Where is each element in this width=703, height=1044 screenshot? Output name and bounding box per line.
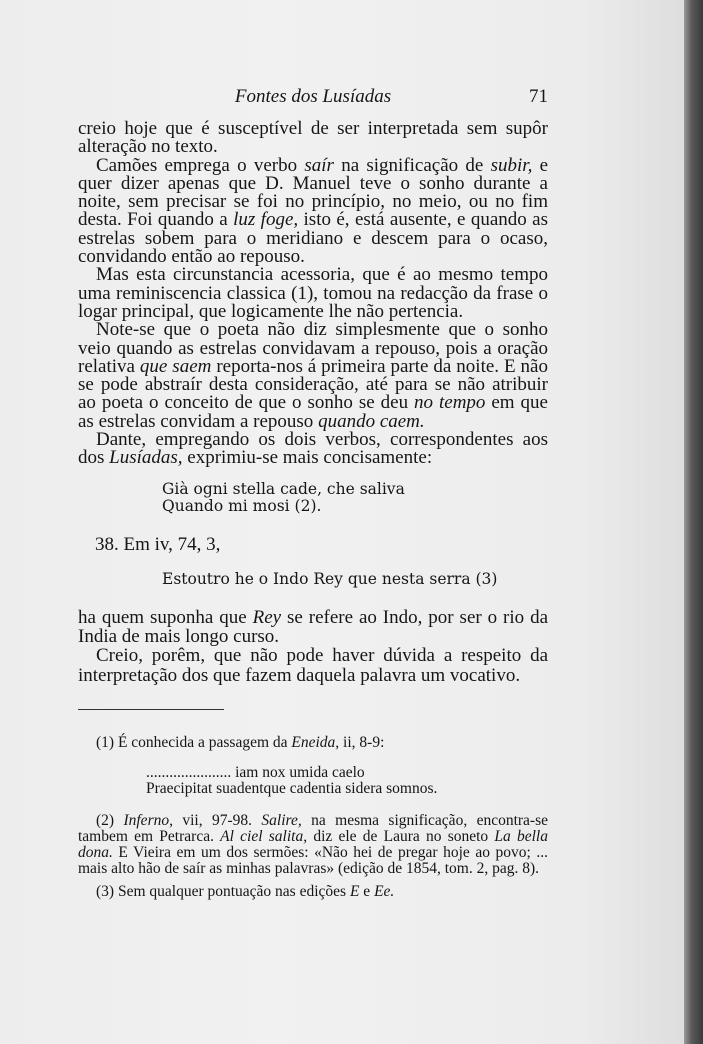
quote-line: ...................... iam nox umida caelo: [146, 764, 365, 781]
section-text: [78, 608, 548, 685]
page-number: 71: [529, 86, 548, 107]
quote-line: Già ogni stella cade, che saliva: [162, 480, 405, 498]
italic-term: luz foge,: [233, 209, 299, 231]
text-run: Note-se que o poeta não diz simplesmente que o sonho veio quando as estrelas convidavam a repouso, pois a oração relativa: [78, 319, 548, 377]
italic-term: que saem: [139, 355, 212, 377]
page-edge: [684, 0, 703, 1044]
main-text: [78, 120, 548, 468]
page-header: [78, 86, 548, 108]
footnote-2: [78, 813, 548, 877]
italic-term: Eneida,: [291, 734, 340, 751]
italic-term: La bella dona.: [78, 828, 548, 861]
italic-term: subir,: [490, 154, 533, 176]
text-run: e quer dizer apenas que D. Manuel teve o sonho durante a noite, sem precisar se foi no princípio, no meio, ou no fim desta. Foi quando a: [78, 154, 549, 231]
quote-line: Quando mi mosi (2).: [162, 496, 322, 515]
paragraph-5: [78, 431, 548, 468]
text-run: na mesma significação, encontra-se tambem em Petrarca.: [78, 812, 549, 845]
footnote-1: [78, 735, 548, 751]
text-run: na significação de: [333, 154, 491, 176]
italic-term: Inferno,: [123, 812, 173, 829]
text-run: (3) Sem qualquer pontuação nas edições: [96, 883, 350, 900]
text-run: ii, 8-9:: [339, 734, 385, 751]
paragraph-1: creio hoje que é susceptível de ser interpretada sem supôr alteração no texto.: [78, 118, 548, 158]
italic-term: no tempo: [414, 392, 486, 414]
lusiadas-quote: Estoutro he o Indo Rey que nesta serra (3): [162, 570, 498, 588]
text-run: em que as estrelas convidam a repouso: [78, 392, 548, 432]
paragraph-4: [78, 321, 548, 431]
footnote-3: [78, 884, 548, 900]
section-heading: 38. Em iv, 74, 3,: [95, 534, 221, 555]
quote-line: Praecipitat suadentque cadentia sidera somnos.: [146, 779, 438, 797]
text-run: Camões emprega o verbo: [96, 154, 305, 176]
italic-term: Lusíadas,: [109, 447, 183, 469]
italic-term: E: [349, 883, 360, 900]
italic-term: Rey: [252, 607, 282, 628]
text-run: diz ele de Laura no soneto: [307, 828, 495, 845]
text-run: reporta-nos á primeira parte da noite. E não se pode abstraír desta consideração, até para se não atribuir ao poeta o conceito de que o sonho se deu: [78, 355, 548, 414]
italic-term: Salire,: [261, 812, 302, 829]
running-title: Fontes dos Lusíadas: [234, 86, 392, 107]
text-run: E Vieira em um dos sermões: «Não hei de pregar hoje ao povo; ... mais alto hão de saír as minhas palavras» (edição de 1854, tom. 2, pag. 8).: [78, 844, 548, 877]
footnote-rule: [78, 709, 224, 710]
italic-term: quando caem.: [318, 410, 425, 432]
text-run: exprimiu-se mais concisamente:: [182, 447, 433, 469]
italic-term: saír: [304, 154, 334, 176]
text-run: se refere ao Indo, por ser o rio da India de mais longo curso.: [78, 607, 549, 648]
text-run: vii, 97-98.: [172, 812, 262, 829]
text-run: e: [359, 883, 375, 900]
text-run: Dante, empregando os dois verbos, correspondentes aos dos: [78, 429, 548, 469]
paragraph-6: [78, 608, 548, 646]
italic-term: Al ciel salita,: [220, 828, 308, 845]
paragraph-2: [78, 154, 549, 268]
text-run: ha quem suponha que: [78, 607, 253, 628]
dante-quote: [162, 481, 405, 514]
footnote-1-quote: [146, 765, 437, 796]
italic-term: Ee.: [374, 883, 395, 900]
text-run: (2): [96, 812, 124, 829]
text-run: (1) É conhecida a passagem da: [96, 734, 292, 751]
paragraph-3: Mas esta circunstancia acessoria, que é ao mesmo tempo uma reminiscencia classica (1), tomou na redacção da frase o logar principal, que logicamente lhe não pertencia.: [78, 264, 548, 322]
text-run: isto é, está ausente, e quando as estrelas sobem para o meridiano e descem para o ocaso, convidando então ao repouso.: [78, 209, 548, 268]
paragraph-7: Creio, porêm, que não pode haver dúvida a respeito da interpretação dos que fazem daquela palavra um vocativo.: [78, 645, 548, 686]
